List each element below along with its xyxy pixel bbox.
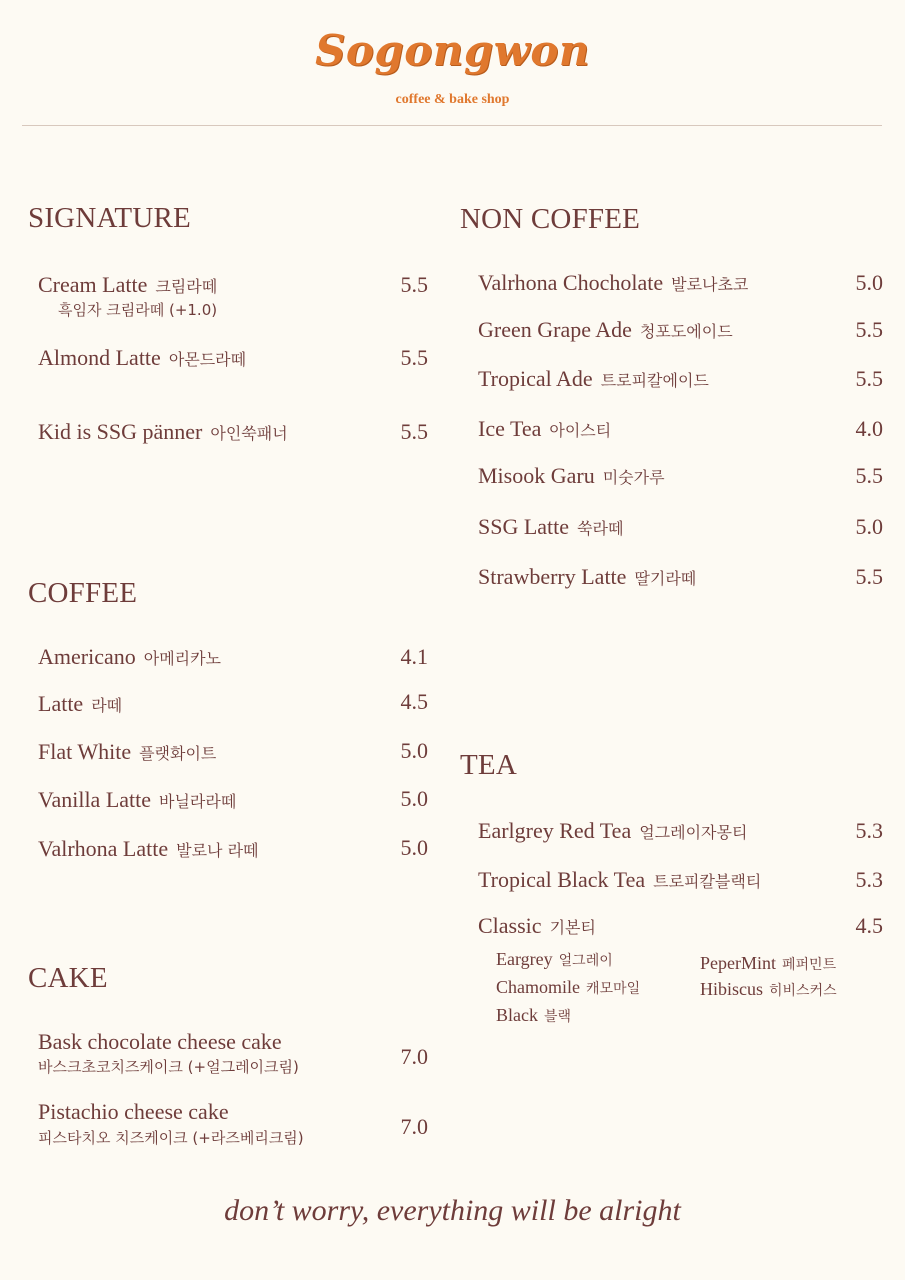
- menu-item-price: 5.5: [400, 345, 428, 370]
- menu-item-price: 5.5: [855, 463, 883, 488]
- menu-item-price: 5.5: [855, 317, 883, 342]
- tea-option-korean: 얼그레이: [558, 953, 613, 969]
- menu-item-name: Strawberry Latte 딸기라떼: [478, 564, 697, 589]
- tea-option-korean: 블랙: [544, 1009, 572, 1025]
- menu-item-korean: 얼그레이자몽티: [639, 823, 748, 842]
- menu-item-price: 7.0: [400, 1114, 428, 1139]
- menu-item-korean: 트로피칼에이드: [600, 371, 709, 390]
- tea-option: Hibiscus 히비스커스: [700, 979, 837, 999]
- menu-item-korean: 쑥라떼: [577, 519, 624, 538]
- menu-item-price: 4.5: [855, 913, 883, 938]
- tea-option-korean: 캐모마일: [586, 981, 641, 997]
- menu-item-korean: 플랫화이트: [139, 744, 217, 763]
- menu-item-korean: 미숫가루: [602, 468, 665, 487]
- menu-item-korean: 발로나 라떼: [176, 841, 259, 860]
- menu-item-name: Bask chocolate cheese cake: [38, 1029, 282, 1054]
- menu-item-korean: 기본티: [549, 918, 596, 937]
- menu-item-name: Almond Latte 아몬드라떼: [38, 345, 247, 370]
- menu-item-name: Tropical Ade 트로피칼에이드: [478, 366, 709, 391]
- menu-item-korean: 아이스티: [549, 421, 612, 440]
- menu-item-price: 5.5: [400, 272, 428, 297]
- footer-slogan: don’t worry, everything will be alright: [224, 1194, 681, 1227]
- tea-option: Black 블랙: [496, 1005, 572, 1025]
- section-title-coffee: COFFEE: [28, 577, 138, 609]
- menu-item-price: 4.1: [400, 644, 428, 669]
- menu-item-korean: 피스타치오 치즈케이크 (+라즈베리크림): [38, 1129, 304, 1147]
- menu-item-name: Flat White 플랫화이트: [38, 739, 217, 764]
- menu-item-korean: 바스크초코치즈케이크 (+얼그레이크림): [38, 1058, 299, 1076]
- menu-item-price: 5.0: [855, 514, 883, 539]
- menu-item-korean: 딸기라떼: [634, 569, 697, 588]
- menu-item-name: Ice Tea 아이스티: [478, 416, 612, 441]
- section-title-non-coffee: NON COFFEE: [460, 203, 641, 235]
- menu-item-name: Classic 기본티: [478, 913, 596, 938]
- menu-item-price: 7.0: [400, 1044, 428, 1069]
- tea-option: Chamomile 캐모마일: [496, 977, 641, 997]
- menu-item-option: 흑임자 크림라떼 (+1.0): [58, 301, 218, 319]
- section-title-signature: SIGNATURE: [28, 202, 191, 234]
- menu-item-name: Latte 라떼: [38, 691, 123, 716]
- tea-option: PeperMint 페퍼민트: [700, 953, 837, 973]
- menu-item-price: 5.3: [855, 818, 883, 843]
- brand-tagline: coffee & bake shop: [395, 92, 510, 107]
- menu-item-name: Green Grape Ade 청포도에이드: [478, 317, 733, 342]
- menu-item-name: Pistachio cheese cake: [38, 1099, 229, 1124]
- menu-item-price: 5.5: [855, 366, 883, 391]
- menu-item-price: 4.0: [855, 416, 883, 441]
- menu-item-korean: 아인쑥패너: [210, 424, 288, 443]
- tea-option-korean: 페퍼민트: [782, 957, 837, 973]
- menu-item-korean: 아메리카노: [143, 649, 222, 668]
- menu-item-price: 5.5: [855, 564, 883, 589]
- menu-item-name: Vanilla Latte 바닐라라떼: [38, 787, 237, 812]
- menu-item-name: SSG Latte 쑥라떼: [478, 514, 624, 539]
- menu-item-korean: 트로피칼블랙티: [653, 872, 762, 891]
- menu-item-name: Earlgrey Red Tea 얼그레이자몽티: [478, 818, 748, 843]
- menu-item-korean: 바닐라라떼: [159, 792, 237, 811]
- menu-item-korean: 발로나초코: [671, 275, 749, 294]
- menu-item-price: 5.0: [855, 270, 883, 295]
- menu-item-name: Cream Latte 크림라떼: [38, 272, 218, 297]
- menu-item-price: 4.5: [400, 689, 428, 714]
- menu-item-price: 5.0: [400, 835, 428, 860]
- menu-item-price: 5.0: [400, 738, 428, 763]
- section-title-tea: TEA: [460, 749, 517, 781]
- brand-logo: Sogongwon: [315, 26, 590, 75]
- menu-item-name: Valrhona Chocholate 발로나초코: [478, 270, 749, 295]
- menu-item-korean: 라떼: [91, 696, 123, 715]
- header-divider: [22, 125, 882, 126]
- menu-item-korean: 아몬드라떼: [168, 350, 247, 369]
- section-title-cake: CAKE: [28, 962, 108, 994]
- tea-option-korean: 히비스커스: [769, 983, 837, 999]
- menu-item-name: Kid is SSG pänner 아인쑥패너: [38, 419, 288, 444]
- menu-item-korean: 청포도에이드: [639, 322, 733, 341]
- menu-item-name: Americano 아메리카노: [38, 644, 222, 669]
- tea-option: Eargrey 얼그레이: [496, 949, 613, 969]
- menu-item-price: 5.0: [400, 786, 428, 811]
- menu-item-korean: 크림라떼: [155, 277, 218, 296]
- menu-item-name: Misook Garu 미숫가루: [478, 463, 665, 488]
- menu-item-name: Valrhona Latte 발로나 라떼: [38, 836, 259, 861]
- menu-item-name: Tropical Black Tea 트로피칼블랙티: [478, 867, 762, 892]
- menu-item-price: 5.5: [400, 419, 428, 444]
- menu-item-price: 5.3: [855, 867, 883, 892]
